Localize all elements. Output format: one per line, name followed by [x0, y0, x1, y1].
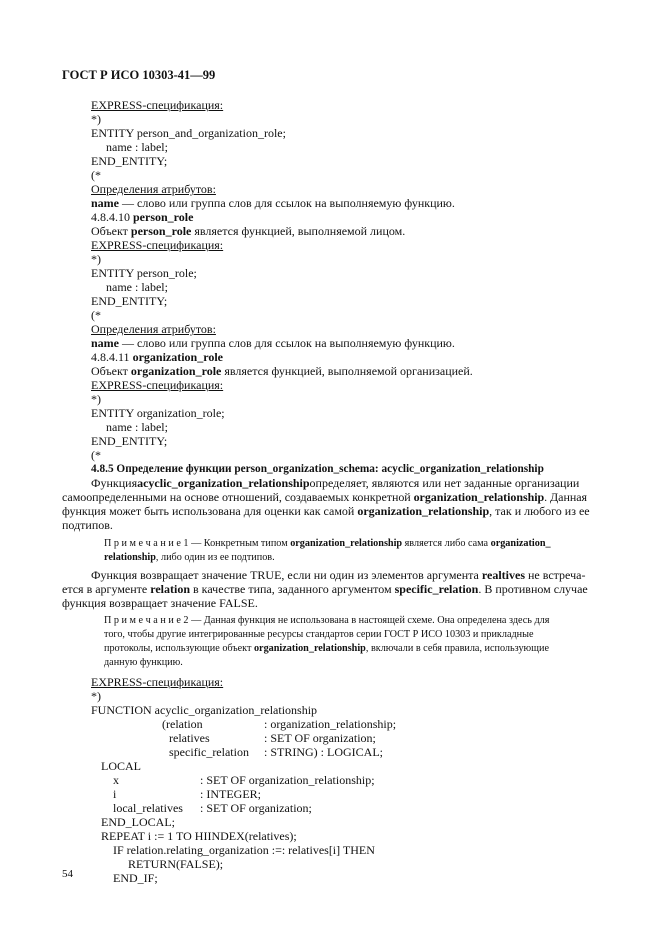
text: самоопределенными на основе отношений, создаваемых конкретной: [62, 490, 414, 504]
var-type: : INTEGER;: [200, 787, 261, 801]
term: organization_relationship: [413, 490, 545, 504]
running-header: ГОСТ Р ИСО 10303-41—99: [62, 68, 216, 82]
text: , либо один из ее подтипов.: [155, 552, 275, 563]
text: Объект: [91, 224, 131, 238]
code-line: (*: [91, 168, 101, 182]
note-2-cont: того, чтобы другие интегрированные ресурсы стандартов серии ГОСТ Р ИСО 10303 и прикладные: [104, 629, 534, 640]
term: organization_relationship: [357, 504, 490, 518]
section-number: 4.8.4.10: [91, 210, 133, 224]
text: функция может быть использована для оценки как самой: [62, 504, 358, 518]
code-line: END_ENTITY;: [91, 294, 168, 308]
code-line: END_LOCAL;: [101, 815, 175, 829]
code-line: *): [91, 252, 101, 266]
section-heading: [91, 350, 223, 364]
express-spec-label: EXPRESS-спецификация:: [91, 238, 224, 252]
express-spec-label: EXPRESS-спецификация:: [91, 378, 224, 392]
text: Объект: [91, 364, 131, 378]
term: relationship: [104, 552, 156, 563]
note-label: П р и м е ч а н и е 1: [104, 538, 189, 549]
code-line: RETURN(FALSE);: [128, 857, 224, 871]
paragraph-line: [62, 504, 590, 518]
attr-desc: — слово или группа слов для ссылок на выполняемую функцию.: [119, 196, 455, 210]
text: является либо сама: [402, 538, 491, 549]
code-line: name : label;: [106, 420, 168, 434]
param-name: relatives: [169, 731, 210, 745]
text: определяет, являются или нет заданные организации: [309, 476, 580, 490]
code-line: *): [91, 112, 101, 126]
attr-definition: [91, 196, 455, 210]
var-type: : SET OF organization_relationship;: [200, 773, 375, 787]
param-type: : SET OF organization;: [264, 731, 376, 745]
term: person_role: [130, 224, 192, 238]
param-type: : STRING) : LOGICAL;: [264, 745, 383, 759]
term: organization_role: [130, 364, 222, 378]
section-title: person_role: [133, 210, 194, 224]
term: organization_relationship: [290, 538, 403, 549]
note-2: [104, 614, 549, 628]
page-number: 54: [62, 868, 73, 880]
note-label: П р и м е ч а н и е 2: [104, 615, 189, 626]
paragraph-line: подтипов.: [62, 518, 113, 532]
note-1-cont: [104, 551, 275, 565]
attr-name: name: [91, 196, 119, 210]
code-line: END_ENTITY;: [91, 154, 168, 168]
code-line: name : label;: [106, 280, 168, 294]
code-line: *): [91, 392, 101, 406]
paragraph-line: [62, 490, 587, 504]
term: organization_: [490, 538, 551, 549]
paragraph-line: [91, 476, 598, 490]
term: relation: [150, 582, 191, 596]
note-1: [104, 537, 551, 551]
code-line: (*: [91, 308, 101, 322]
section-heading: 4.8.5 Определение функции person_organization_schema: acyclic_organization_relationship: [91, 463, 544, 475]
express-spec-label: EXPRESS-спецификация:: [91, 98, 224, 112]
code-line: (*: [91, 448, 101, 462]
paragraph: [91, 224, 405, 238]
text: Функция: [91, 476, 138, 490]
text: Функция возвращает значение TRUE, если ни один из элементов аргумента: [91, 568, 482, 582]
text: не встреча-: [525, 568, 586, 582]
section-heading: [91, 210, 193, 224]
express-spec-label: EXPRESS-спецификация:: [91, 675, 224, 689]
paragraph-line: [62, 582, 588, 596]
section-title: organization_role: [132, 350, 223, 364]
code-line: LOCAL: [101, 759, 141, 773]
code-line: END_ENTITY;: [91, 434, 168, 448]
var-type: : SET OF organization;: [200, 801, 312, 815]
term: organization_relationship: [253, 643, 366, 654]
text: является функцией, выполняемой лицом.: [191, 224, 406, 238]
code-line: ENTITY organization_role;: [91, 406, 225, 420]
code-line: ENTITY person_and_organization_role;: [91, 126, 286, 140]
paragraph-line: [91, 568, 585, 582]
paragraph: [91, 364, 473, 378]
var-name: local_relatives: [113, 801, 183, 815]
text: является функцией, выполняемой организацией.: [221, 364, 473, 378]
text: ется в аргументе: [62, 582, 151, 596]
code-line: IF relation.relating_organization :=: relatives[i] THEN: [113, 843, 375, 857]
code-line: END_IF;: [113, 871, 158, 885]
code-line: name : label;: [106, 140, 168, 154]
note-2-cont: [104, 642, 549, 656]
term: realtives: [481, 568, 525, 582]
text: , так и любого из ее: [489, 504, 590, 518]
attr-defs-label: Определения атрибутов:: [91, 182, 216, 196]
code-line: ENTITY person_role;: [91, 266, 197, 280]
paragraph-line: функция возвращает значение FALSE.: [62, 596, 258, 610]
term: specific_relation: [394, 582, 479, 596]
attr-desc: — слово или группа слов для ссылок на выполняемую функцию.: [119, 336, 455, 350]
code-line: FUNCTION acyclic_organization_relationship: [91, 703, 318, 717]
text: в качестве типа, заданного аргументом: [190, 582, 395, 596]
var-name: x: [113, 773, 119, 787]
param-name: specific_relation: [169, 745, 249, 759]
param-type: : organization_relationship;: [264, 717, 397, 731]
text: . Данная: [544, 490, 587, 504]
text: . В противном случае: [478, 582, 588, 596]
note-2-cont: данную функцию.: [104, 657, 183, 668]
text: протоколы, использующие объект: [104, 643, 254, 654]
param-name: (relation: [162, 717, 203, 731]
text: — Конкретным типом: [188, 538, 291, 549]
attr-definition: [91, 336, 455, 350]
var-name: i: [113, 787, 117, 801]
code-line: REPEAT i := 1 TO HIINDEX(relatives);: [101, 829, 297, 843]
attr-defs-label: Определения атрибутов:: [91, 322, 216, 336]
text: , включали в себя правила, использующие: [365, 643, 549, 654]
section-number: 4.8.4.11: [91, 350, 133, 364]
attr-name: name: [91, 336, 119, 350]
code-line: *): [91, 689, 101, 703]
term: acyclic_organization_relationship: [137, 476, 310, 490]
text: — Данная функция не использована в настоящей схеме. Она определена здесь для: [188, 615, 550, 626]
